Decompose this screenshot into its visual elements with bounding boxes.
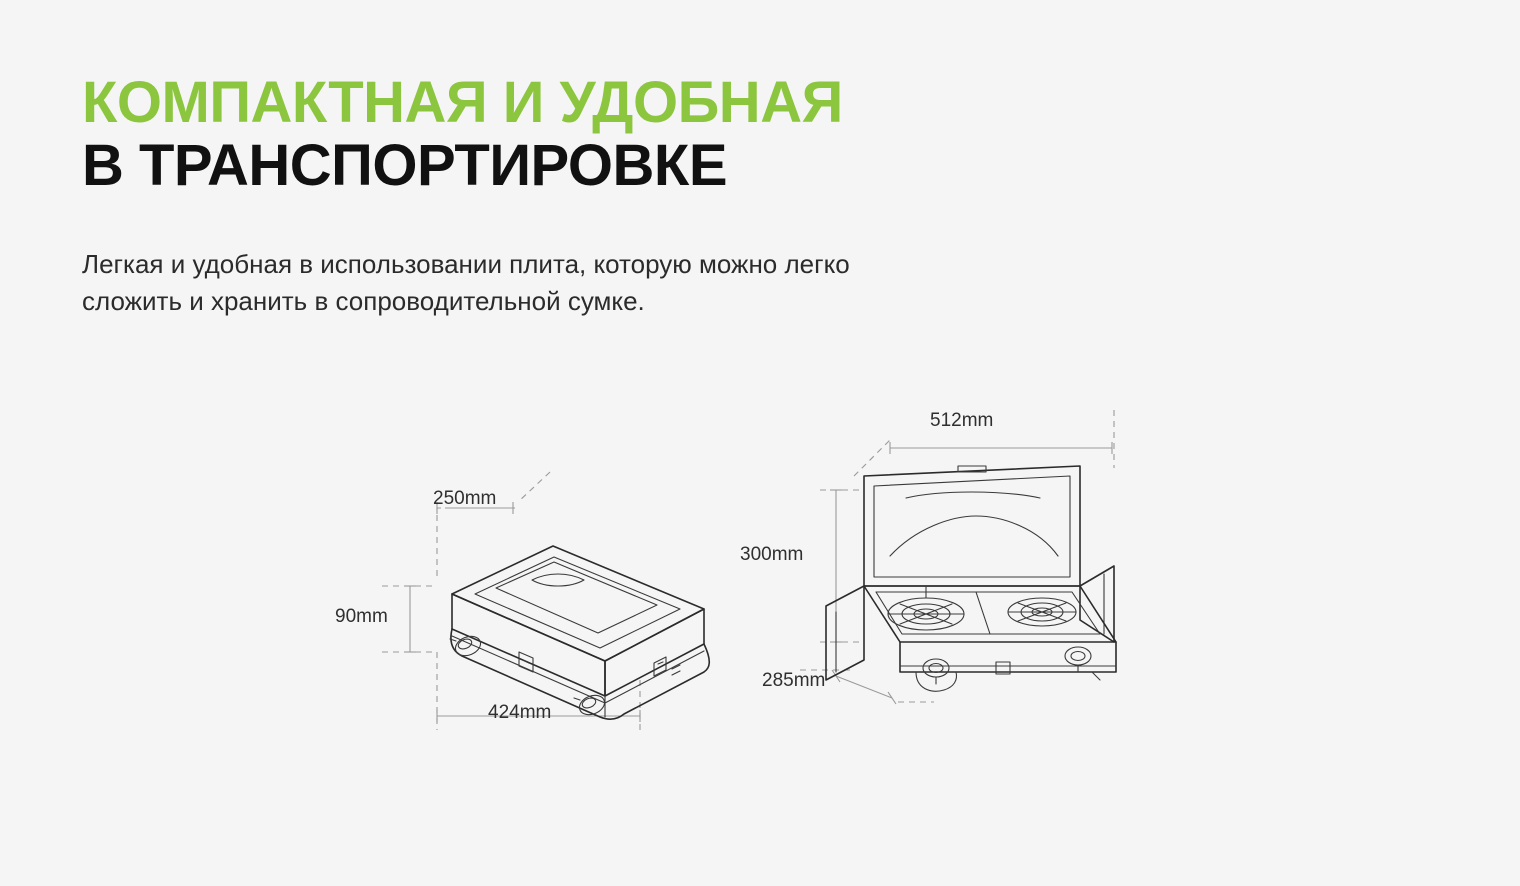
folded-stove-diagram — [300, 380, 800, 800]
page-title-line-1: КОМПАКТНАЯ И УДОБНАЯ — [82, 70, 843, 135]
page-title-line-2: В ТРАНСПОРТИРОВКЕ — [82, 132, 728, 198]
description-line-2: сложить и хранить в сопроводительной сумке. — [82, 285, 645, 316]
unfolded-stove-body — [826, 466, 1116, 691]
heading-block — [82, 72, 1282, 197]
burner-left — [888, 586, 964, 630]
folded-stove-drawing — [300, 380, 800, 800]
dimension-guides-folded — [382, 472, 640, 730]
illustration-area — [0, 380, 1520, 800]
unfolded-stove-drawing — [740, 380, 1260, 800]
control-knob-right-open — [1065, 647, 1091, 672]
dimension-label-depth-folded: 250mm — [433, 488, 497, 509]
dimension-label-height-folded: 90mm — [335, 606, 388, 627]
control-knob-right-folded — [574, 692, 607, 718]
page-title — [82, 72, 1282, 197]
dimension-label-width-open: 512mm — [930, 410, 994, 431]
description-text — [82, 246, 1202, 320]
burner-right — [1008, 598, 1076, 626]
dimension-label-depth-open: 285mm — [762, 670, 826, 691]
unfolded-stove-diagram — [740, 380, 1260, 800]
description-line-1: Легкая и удобная в использовании плита, которую можно легко — [82, 249, 850, 279]
folded-stove-body — [450, 546, 709, 719]
dimension-label-height-open: 300mm — [740, 544, 804, 565]
dimension-label-width-folded: 424mm — [488, 702, 552, 723]
